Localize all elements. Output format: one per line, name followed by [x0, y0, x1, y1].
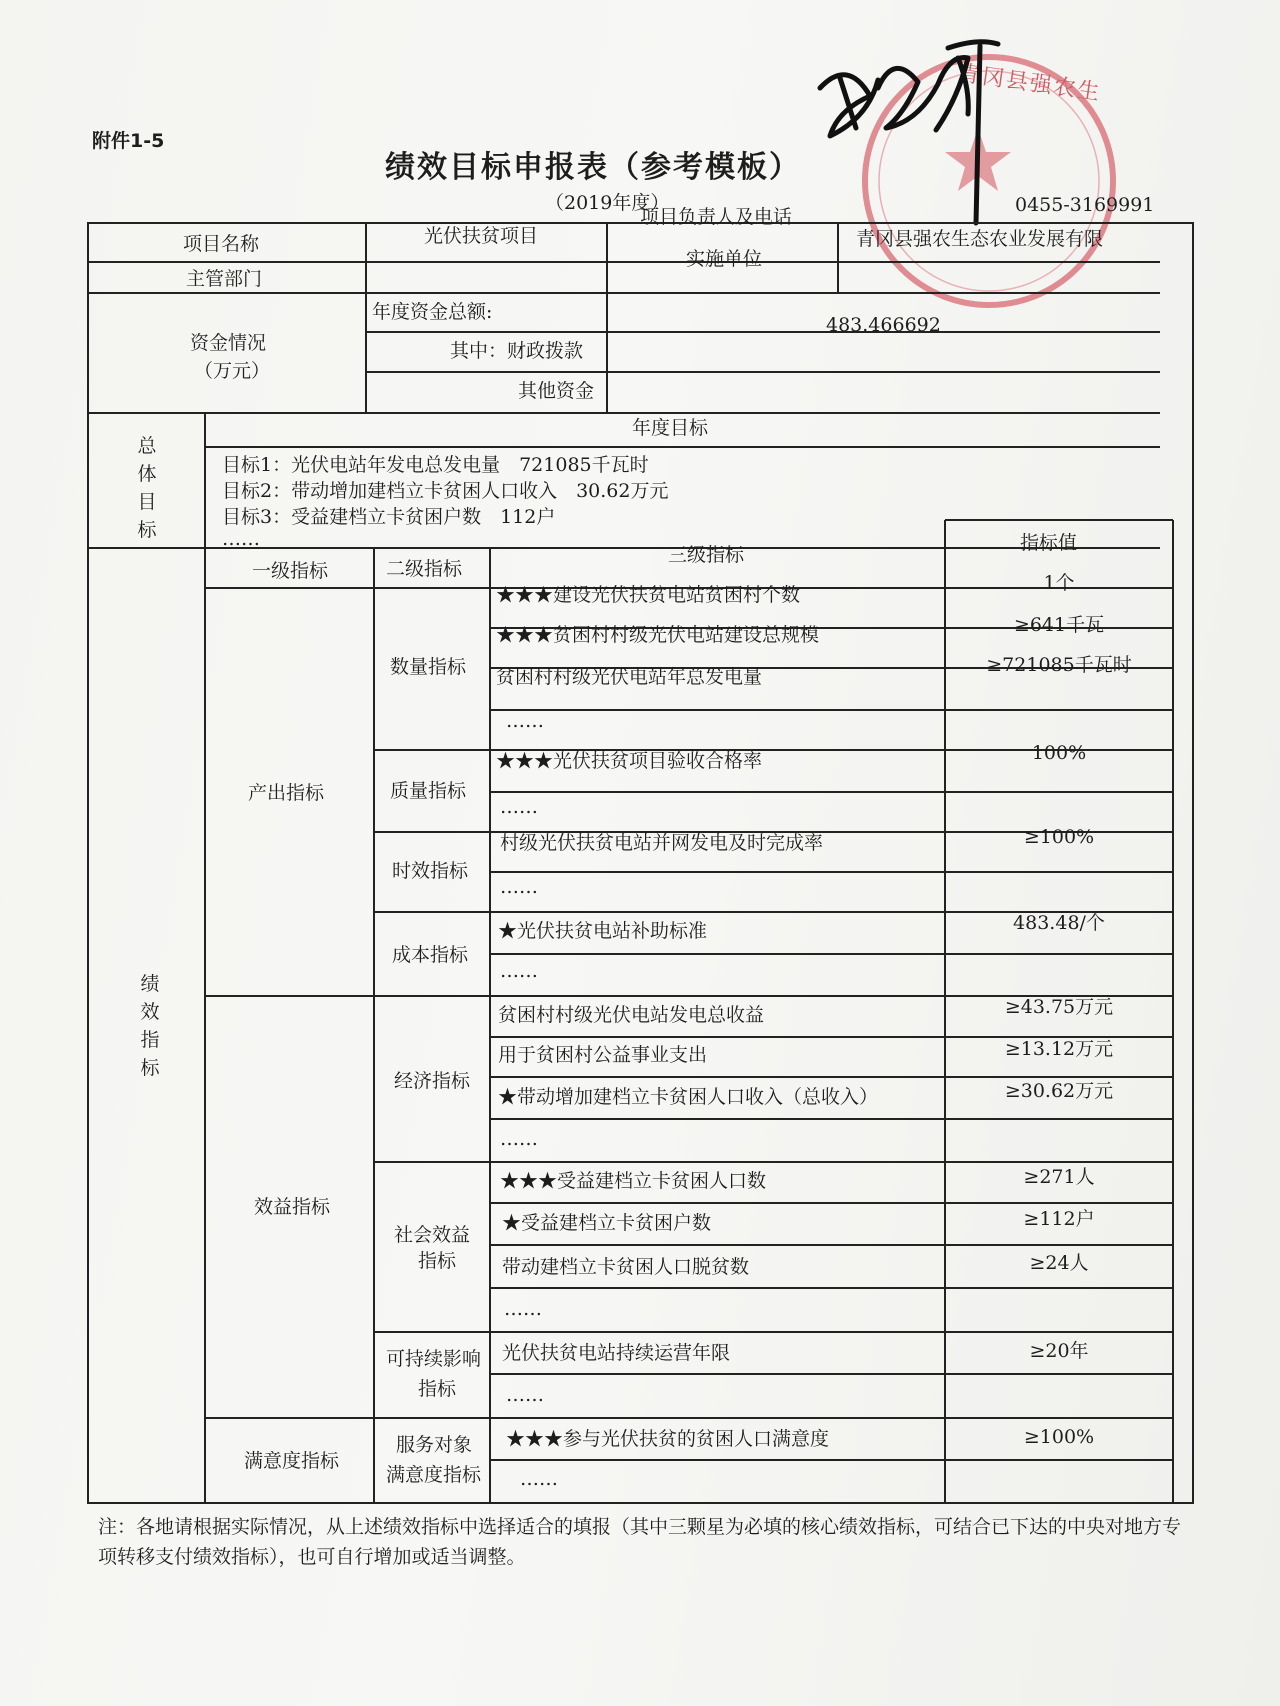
indicator-row-value: ≥100%	[1023, 826, 1095, 848]
indicator-row-value: ≥13.12万元	[1004, 1038, 1114, 1060]
indicator-row-name: ★★★光伏扶贫项目验收合格率	[496, 750, 763, 772]
col-header-level3: 三级指标	[668, 544, 745, 566]
col-header-level1: 一级指标	[252, 560, 329, 582]
indicator-row-name: ……	[520, 1468, 558, 1490]
level2-social-line1: 社会效益	[394, 1224, 471, 1246]
indicator-row-name: ……	[500, 796, 538, 818]
indicator-row-value: 483.48/个	[1013, 912, 1105, 934]
indicator-row-name: ★★★参与光伏扶贫的贫困人口满意度	[506, 1428, 830, 1450]
goal-item: 目标1：光伏电站年发电总发电量 721085千瓦时	[222, 454, 649, 476]
indicator-row-name: ★★★受益建档立卡贫困人口数	[500, 1170, 767, 1192]
indicator-row-value: ≥271人	[1023, 1166, 1095, 1188]
level2-sustain-line1: 可持续影响	[386, 1348, 482, 1370]
dept-label: 主管部门	[186, 268, 263, 290]
indicator-row-name: 村级光伏扶贫电站并网发电及时完成率	[500, 832, 824, 854]
indicator-row-name: ……	[500, 876, 538, 898]
goals-side-label: 总 体 目 标	[137, 435, 157, 541]
level2-service-line1: 服务对象	[396, 1434, 473, 1456]
indicator-row-name: 贫困村村级光伏电站发电总收益	[498, 1004, 765, 1026]
indicator-row-name: ……	[506, 710, 544, 732]
col-header-value: 指标值	[1020, 532, 1078, 554]
funds-label: 资金情况	[190, 332, 267, 354]
level2-economic: 经济指标	[394, 1070, 471, 1092]
indicator-row-name: 用于贫困村公益事业支出	[498, 1044, 708, 1066]
goals-header: 年度目标	[632, 417, 709, 439]
footnote: 注：各地请根据实际情况，从上述绩效指标中选择适合的填报（其中三颗星为必填的核心绩效指标，可结合已下达的中央对地方专项转移支付绩效指标），也可自行增加或适当调整。	[98, 1516, 1182, 1568]
indicator-row-value: ≥100%	[1023, 1426, 1095, 1448]
total-funds-label: 年度资金总额:	[372, 301, 493, 323]
project-leader-phone: 0455-3169991	[1015, 194, 1155, 216]
level2-quality: 质量指标	[390, 780, 467, 802]
indicators-side-label: 绩 效 指 标	[140, 973, 160, 1079]
indicator-row-value: ≥112户	[1023, 1208, 1095, 1230]
report-year: （2019年度）	[545, 192, 670, 214]
indicator-row-name: ★★★建设光伏扶贫电站贫困村个数	[496, 584, 801, 606]
funds-unit: （万元）	[194, 360, 271, 382]
indicator-row-name: 贫困村村级光伏电站年总发电量	[496, 666, 763, 688]
level2-social-line2: 指标	[418, 1250, 457, 1272]
goal-item: 目标2：带动增加建档立卡贫困人口收入 30.62万元	[222, 480, 669, 502]
project-name-label: 项目名称	[183, 233, 260, 255]
indicator-row-value: ≥24人	[1029, 1252, 1089, 1274]
level2-sustain-line2: 指标	[418, 1378, 457, 1400]
fiscal-funds-value: 483.466692	[826, 314, 941, 336]
indicator-row-name: 带动建档立卡贫困人口脱贫数	[502, 1256, 750, 1278]
level2-time: 时效指标	[392, 860, 469, 882]
project-leader-label: 项目负责人及电话	[640, 206, 793, 228]
level1-benefit: 效益指标	[254, 1196, 331, 1218]
indicator-row-value: ≥30.62万元	[1004, 1080, 1114, 1102]
level1-output: 产出指标	[248, 782, 325, 804]
fiscal-funds-label: 其中：财政拨款	[450, 340, 584, 362]
indicator-row-name: ★带动增加建档立卡贫困人口收入（总收入）	[498, 1086, 879, 1108]
indicator-row-name: ……	[506, 1384, 544, 1406]
indicator-row-value: 1个	[1043, 572, 1075, 594]
indicator-row-value: ≥641千瓦	[1013, 614, 1105, 636]
indicator-row-name: ……	[500, 1128, 538, 1150]
indicator-row-value: ≥20年	[1029, 1340, 1089, 1362]
indicator-row-name: ★光伏扶贫电站补助标准	[498, 920, 708, 942]
goal-item: ……	[222, 528, 260, 550]
other-funds-label: 其他资金	[518, 380, 595, 402]
level2-service-line2: 满意度指标	[386, 1464, 482, 1486]
page-title: 绩效目标申报表（参考模板）	[385, 150, 801, 185]
indicator-row-value: ≥721085千瓦时	[986, 654, 1132, 676]
goal-item: 目标3：受益建档立卡贫困户数 112户	[222, 506, 556, 528]
indicator-row-name: 光伏扶贫电站持续运营年限	[502, 1342, 731, 1364]
indicator-row-name: ……	[504, 1298, 542, 1320]
indicator-row-value: ≥43.75万元	[1004, 996, 1114, 1018]
indicator-row-name: ……	[500, 960, 538, 982]
impl-unit-label: 实施单位	[686, 248, 763, 270]
impl-unit-value: 青冈县强农生态农业发展有限	[856, 228, 1104, 250]
indicator-row-name: ★★★贫困村村级光伏电站建设总规模	[496, 624, 820, 646]
level2-quantity: 数量指标	[390, 656, 467, 678]
handwritten-signature	[808, 18, 1008, 238]
project-name-value: 光伏扶贫项目	[424, 225, 539, 247]
seal-text: 青冈县强农生	[956, 61, 1103, 106]
indicator-row-value: 100%	[1031, 742, 1087, 764]
col-header-level2: 二级指标	[386, 558, 463, 580]
level2-cost: 成本指标	[392, 944, 469, 966]
level1-satisfaction: 满意度指标	[244, 1450, 340, 1472]
indicator-row-name: ★受益建档立卡贫困户数	[502, 1212, 712, 1234]
annex-label: 附件1-5	[92, 130, 165, 152]
